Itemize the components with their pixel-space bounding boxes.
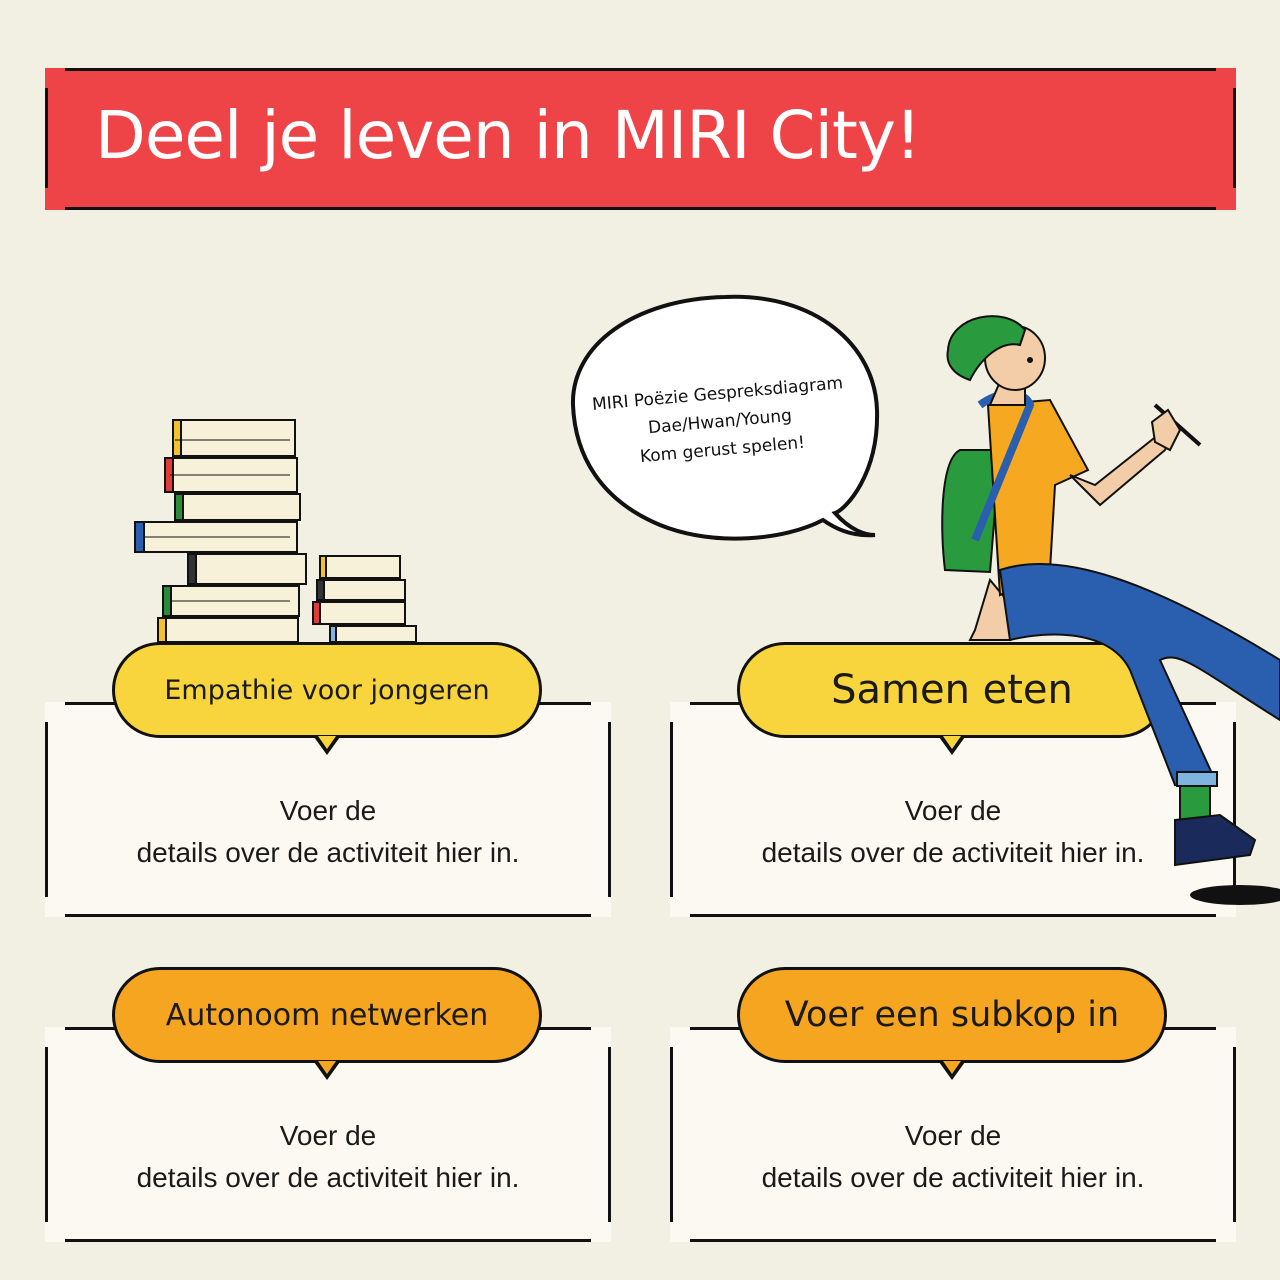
book-stack-illustration [130, 410, 430, 650]
card-body-line: details over de activiteit hier in. [761, 837, 1145, 868]
card-heading-pill [112, 967, 542, 1063]
page-title: Deel je leven in MIRI City! [95, 97, 921, 174]
card-heading: Voer een subkop in [784, 995, 1120, 1035]
card-heading-pill [112, 642, 542, 738]
card-body-line: details over de activiteit hier in. [761, 1162, 1145, 1193]
card-body-line: Voer de [904, 1120, 1002, 1151]
card-body-line: Voer de [279, 795, 377, 826]
card-heading: Autonoom netwerken [165, 997, 489, 1033]
speech-line: Kom gerust spelen! [639, 432, 806, 468]
card-heading: Samen eten [831, 667, 1073, 713]
card-body-line: Voer de [904, 795, 1002, 826]
card-body [45, 1115, 611, 1199]
student-illustration [930, 310, 1280, 920]
card-heading: Empathie voor jongeren [164, 674, 490, 706]
title-banner [45, 68, 1236, 210]
card-body-line: Voer de [279, 1120, 377, 1151]
card-body-line: details over de activiteit hier in. [136, 1162, 520, 1193]
card-body-line: details over de activiteit hier in. [136, 837, 520, 868]
card-heading-pill [737, 967, 1167, 1063]
card-body [670, 1115, 1236, 1199]
card-body [45, 790, 611, 874]
speech-line: MIRI Poëzie Gespreksdiagram [591, 373, 844, 416]
speech-line: Dae/Hwan/Young [647, 405, 793, 439]
